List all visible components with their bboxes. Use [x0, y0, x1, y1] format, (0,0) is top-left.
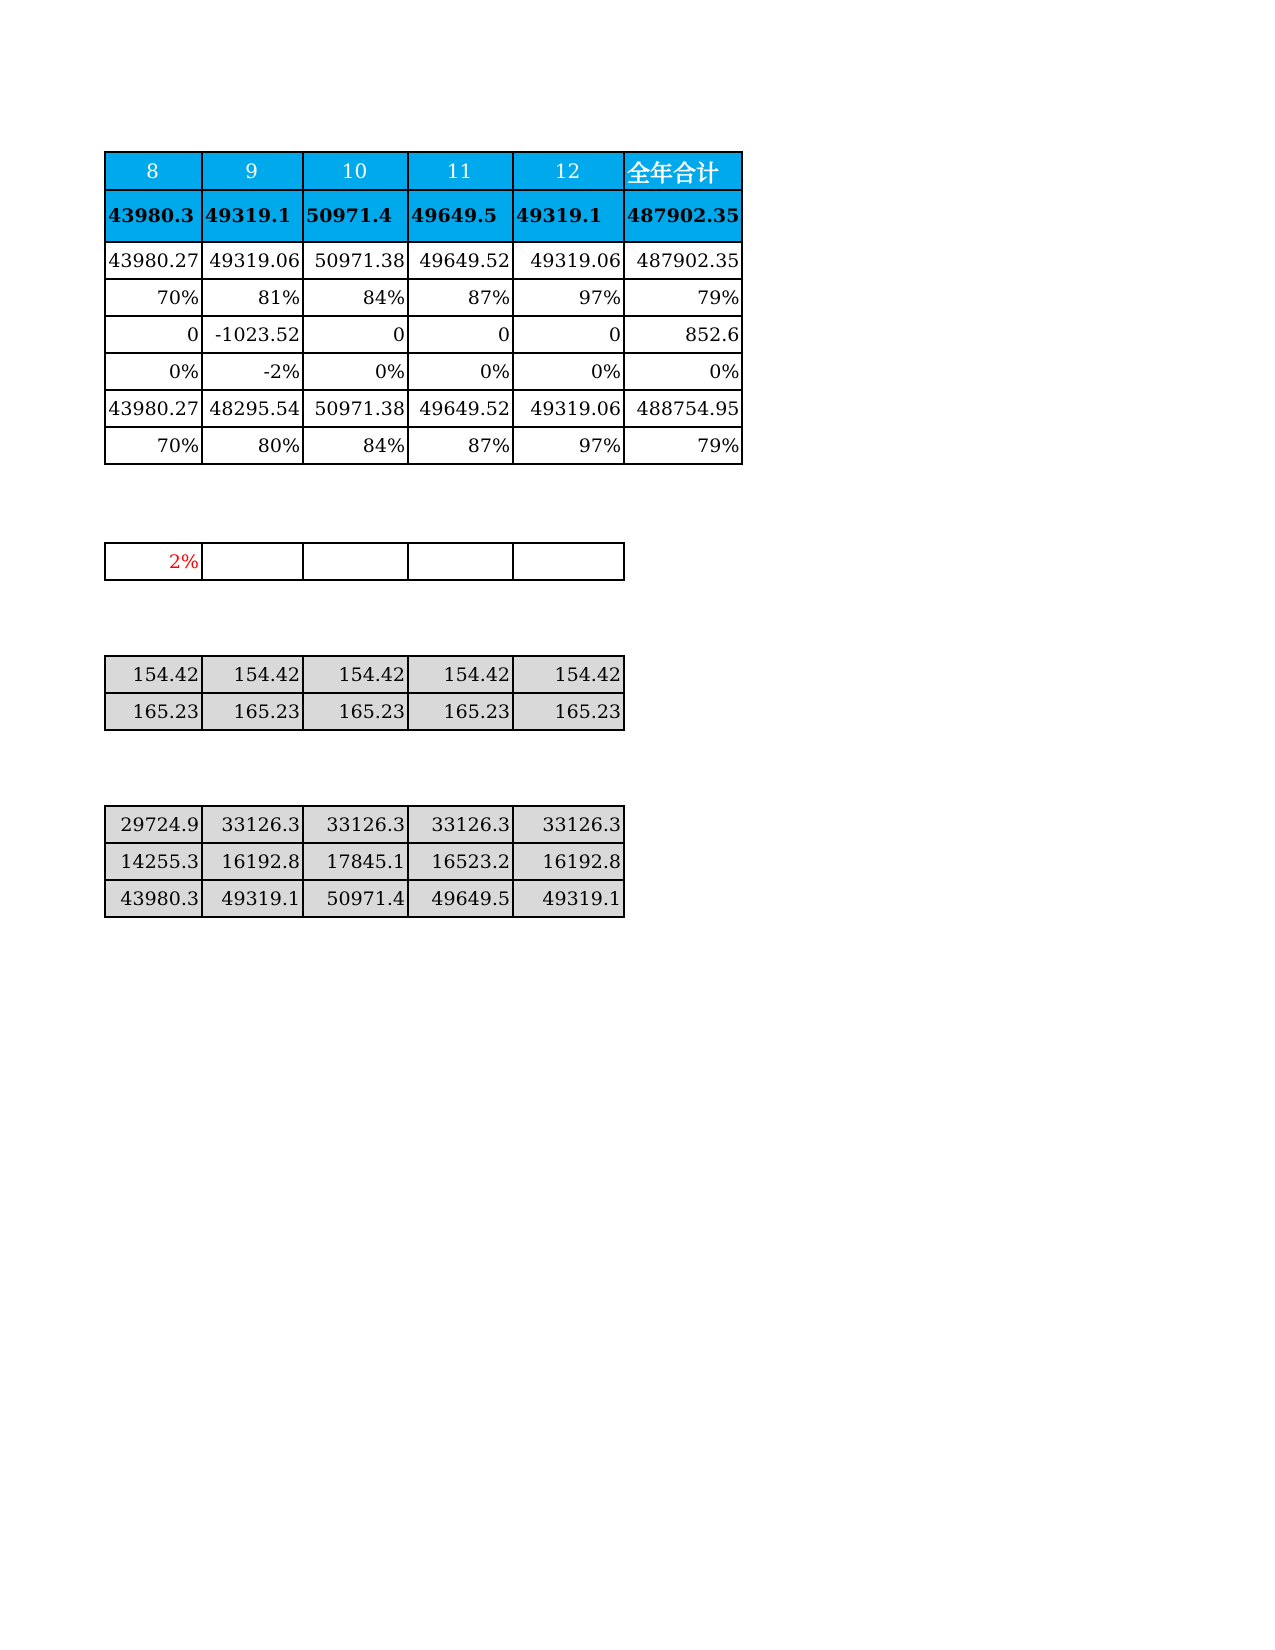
table-cell[interactable]: 97%	[513, 427, 624, 464]
annual-total-header-cell[interactable]: 全年合计	[624, 152, 742, 190]
month-header-cell[interactable]: 12	[513, 152, 624, 190]
table-cell[interactable]: 87%	[408, 427, 513, 464]
summary-row	[105, 190, 742, 242]
amount-cell[interactable]: 49319.1	[202, 880, 303, 917]
table-cell[interactable]: 0	[408, 316, 513, 353]
summary-cell[interactable]: 49649.5	[408, 190, 513, 242]
rate-cell[interactable]	[202, 543, 303, 580]
month-header-cell[interactable]: 8	[105, 152, 202, 190]
table-row	[105, 427, 742, 464]
month-header-cell[interactable]: 9	[202, 152, 303, 190]
amount-cell[interactable]: 50971.4	[303, 880, 408, 917]
rate-cell[interactable]	[513, 543, 624, 580]
table-cell[interactable]: 49649.52	[408, 242, 513, 279]
table-cell[interactable]: 79%	[624, 427, 742, 464]
table-cell[interactable]: 79%	[624, 279, 742, 316]
rate-table	[104, 542, 625, 581]
table-row	[105, 656, 624, 693]
amount-cell[interactable]: 49649.5	[408, 880, 513, 917]
table-cell[interactable]: 70%	[105, 427, 202, 464]
summary-cell[interactable]: 49319.1	[202, 190, 303, 242]
summary-cell[interactable]: 50971.4	[303, 190, 408, 242]
table-cell[interactable]: 49319.06	[513, 390, 624, 427]
table-row	[105, 880, 624, 917]
price-cell[interactable]: 165.23	[202, 693, 303, 730]
table-cell[interactable]: 488754.95	[624, 390, 742, 427]
amount-cell[interactable]: 29724.9	[105, 806, 202, 843]
amount-cell[interactable]: 14255.3	[105, 843, 202, 880]
table-cell[interactable]: 43980.27	[105, 390, 202, 427]
header-row	[105, 152, 742, 190]
amount-cell[interactable]: 17845.1	[303, 843, 408, 880]
table-cell[interactable]: 49319.06	[513, 242, 624, 279]
table-row	[105, 390, 742, 427]
table-cell[interactable]: 0%	[303, 353, 408, 390]
price-cell[interactable]: 154.42	[303, 656, 408, 693]
rate-cell[interactable]	[408, 543, 513, 580]
table-cell[interactable]: 0	[513, 316, 624, 353]
summary-cell[interactable]: 43980.3	[105, 190, 202, 242]
month-header-cell[interactable]: 10	[303, 152, 408, 190]
amount-cell[interactable]: 33126.3	[303, 806, 408, 843]
table-cell[interactable]: 0%	[105, 353, 202, 390]
table-row	[105, 843, 624, 880]
price-cell[interactable]: 154.42	[105, 656, 202, 693]
price-cell[interactable]: 154.42	[408, 656, 513, 693]
table-cell[interactable]: 852.6	[624, 316, 742, 353]
monthly-summary-table	[104, 151, 743, 465]
amount-cell[interactable]: 16192.8	[513, 843, 624, 880]
price-cell[interactable]: 165.23	[105, 693, 202, 730]
table-cell[interactable]: 70%	[105, 279, 202, 316]
table-row	[105, 543, 624, 580]
table-cell[interactable]: 50971.38	[303, 390, 408, 427]
table-cell[interactable]: 49649.52	[408, 390, 513, 427]
amount-cell[interactable]: 16523.2	[408, 843, 513, 880]
table-cell[interactable]: 87%	[408, 279, 513, 316]
table-cell[interactable]: 487902.35	[624, 242, 742, 279]
table-cell[interactable]: 81%	[202, 279, 303, 316]
rate-cell[interactable]	[303, 543, 408, 580]
amount-cell[interactable]: 49319.1	[513, 880, 624, 917]
table-row	[105, 242, 742, 279]
table-cell[interactable]: 48295.54	[202, 390, 303, 427]
amount-cell[interactable]: 33126.3	[202, 806, 303, 843]
price-cell[interactable]: 154.42	[513, 656, 624, 693]
amount-table	[104, 805, 625, 918]
month-header-cell[interactable]: 11	[408, 152, 513, 190]
summary-cell[interactable]: 49319.1	[513, 190, 624, 242]
table-row	[105, 693, 624, 730]
table-cell[interactable]: -2%	[202, 353, 303, 390]
table-row	[105, 279, 742, 316]
price-cell[interactable]: 165.23	[513, 693, 624, 730]
table-cell[interactable]: 80%	[202, 427, 303, 464]
table-cell[interactable]: 0%	[513, 353, 624, 390]
table-cell[interactable]: 0	[303, 316, 408, 353]
price-cell[interactable]: 165.23	[408, 693, 513, 730]
price-table	[104, 655, 625, 731]
table-cell[interactable]: 97%	[513, 279, 624, 316]
table-cell[interactable]: 49319.06	[202, 242, 303, 279]
table-cell[interactable]: -1023.52	[202, 316, 303, 353]
rate-cell[interactable]: 2%	[105, 543, 202, 580]
price-cell[interactable]: 154.42	[202, 656, 303, 693]
table-cell[interactable]: 43980.27	[105, 242, 202, 279]
table-cell[interactable]: 0	[105, 316, 202, 353]
table-cell[interactable]: 0%	[624, 353, 742, 390]
table-row	[105, 353, 742, 390]
table-row	[105, 316, 742, 353]
table-row	[105, 806, 624, 843]
table-cell[interactable]: 84%	[303, 279, 408, 316]
table-cell[interactable]: 84%	[303, 427, 408, 464]
amount-cell[interactable]: 43980.3	[105, 880, 202, 917]
price-cell[interactable]: 165.23	[303, 693, 408, 730]
summary-total-cell[interactable]: 487902.35	[624, 190, 742, 242]
amount-cell[interactable]: 16192.8	[202, 843, 303, 880]
amount-cell[interactable]: 33126.3	[408, 806, 513, 843]
table-cell[interactable]: 0%	[408, 353, 513, 390]
table-cell[interactable]: 50971.38	[303, 242, 408, 279]
amount-cell[interactable]: 33126.3	[513, 806, 624, 843]
